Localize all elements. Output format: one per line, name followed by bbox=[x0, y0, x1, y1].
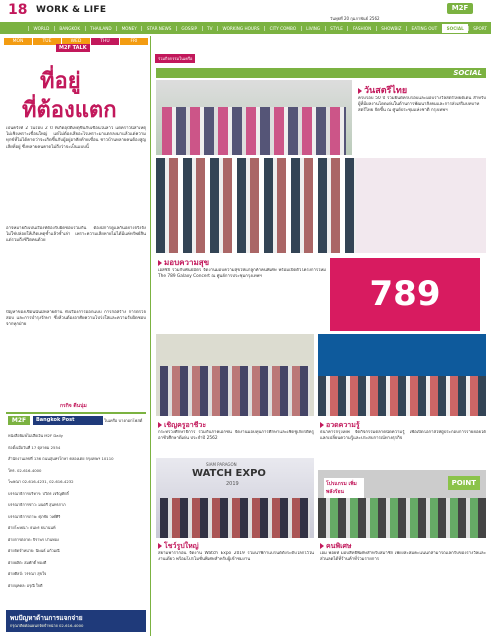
photo-mpoint bbox=[318, 470, 486, 538]
masthead-line: ก่อตั้งเมื่อวันที่ 17 ตุลาคม 2554 bbox=[8, 444, 61, 450]
photo-women-day bbox=[156, 80, 352, 155]
nav-item[interactable]: THAILAND bbox=[85, 26, 116, 31]
social-bar bbox=[156, 68, 486, 78]
nav-item[interactable]: SOCIAL bbox=[442, 24, 468, 33]
column-byline: กรกิจ ดีนนุ่ม bbox=[60, 403, 87, 409]
nav-item[interactable]: SPORT bbox=[468, 26, 491, 31]
day-tab[interactable]: WED bbox=[62, 38, 90, 45]
distribution-footer bbox=[6, 610, 146, 632]
story6-body: เอ็ม พอยท์ มอบสิทธิพิเศษสำหรับสมาชิก เพียงสะสมคะแนนก็สามารถแลกรับของรางวัลและส่วนลดได้ที่ร้านค้าที่ร่วมรายการ bbox=[320, 551, 486, 563]
masthead-line: บรรณาธิการบริหาร: ปวิตร เจริญศักดิ์ bbox=[8, 490, 69, 496]
story2-body: เอสซีจี ร่วมกับพันธมิตร จัดงานมอบความสุขให้แก่ลูกค้าคนพิเศษ พร้อมเปิดตัวโครงการใหม่ The 789 Galaxy Concert ณ ศูนย์การประชุมกรุงเทพฯ bbox=[158, 268, 326, 280]
masthead-line: ฝ่ายโฆษณา: ธนพร ธนานนท์ bbox=[8, 525, 56, 530]
social-label: SOCIAL bbox=[453, 69, 482, 77]
masthead-line: ฝ่ายศิลป์: วรรณา สุขใจ bbox=[8, 571, 47, 576]
bangkok-post-sub: ในเครือ บางกอกโพสต์ bbox=[104, 418, 143, 423]
story3-title: เชิญครูอาชีวะ bbox=[158, 420, 206, 431]
masthead-line: สำนักงานเลขที่ 136 ถนนสุนทรโกษา คลองเตย กรุงเทพฯ 10110 bbox=[8, 456, 114, 461]
nav-item[interactable]: STYLE bbox=[325, 26, 348, 31]
footer-sub: กรุณาติดต่อแผนกจัดจำหน่าย 02-616-4000 bbox=[10, 623, 84, 628]
masthead-line: โทร. 02-616-4000 bbox=[8, 467, 42, 473]
photo-vocational bbox=[156, 334, 314, 416]
watch-year: 2019 bbox=[226, 481, 239, 487]
m2f-logo: M2F bbox=[447, 3, 473, 14]
day-tab[interactable]: MON bbox=[4, 38, 32, 45]
nav-item[interactable]: STAR NEWS bbox=[141, 26, 176, 31]
masthead-line: โฆษณา 02-616-4231, 02-616-4232 bbox=[8, 479, 74, 484]
photo-watch-expo bbox=[156, 458, 314, 538]
nav-item[interactable]: FASHION bbox=[347, 26, 375, 31]
story6-title: คนพิเศษ bbox=[320, 541, 352, 552]
nav-item[interactable]: CITY COMBO bbox=[264, 26, 301, 31]
masthead-line: ฝ่ายผลิต: สมศักดิ์ ทองดี bbox=[8, 559, 47, 565]
day-tab[interactable]: FRI bbox=[120, 38, 148, 45]
story4-body: ธนาคารกรุงเทพ จัดกิจกรรมตลาดนัดความรู้ เพื่อเปิดโอกาสให้ผู้ประกอบการรายย่อยได้แลกเปลี่ยนความรู้และประสบการณ์ทางธุรกิจ bbox=[320, 430, 486, 442]
column-paragraph-3: ปัญหาของเขื่อนนั้นมีหลายด้าน ทั้งเรื่องการออกแบบ การก่อสร้าง การตรวจสอบ และการบำรุงรักษา ซึ่งล้วนต้องอาศัยความโปร่งใสและความรับผิดชอบจากทุกฝ่าย bbox=[6, 310, 146, 328]
social-tag: ร่วมกิจกรรมในเครือ bbox=[155, 54, 195, 63]
day-tab[interactable]: THU bbox=[91, 38, 119, 45]
masthead-line: หนังสือพิมพ์ไม่เสียเงิน M2F Daily bbox=[8, 433, 63, 438]
watch-brand: SIAM PARAGON bbox=[206, 462, 237, 467]
issue-date: วันพุธที่ 20 กุมภาพันธ์ 2562 bbox=[330, 16, 380, 21]
page-number: 18 bbox=[8, 2, 28, 18]
nav-item[interactable]: MONEY bbox=[116, 26, 141, 31]
column-title-line2: ที่ต้องแตก bbox=[22, 98, 117, 123]
mpoint-logo: POINT bbox=[448, 476, 480, 490]
nav-item[interactable]: LIVING bbox=[301, 26, 325, 31]
nav-item[interactable]: EATING OUT bbox=[406, 26, 442, 31]
bangkok-post-logo: Bangkok Post bbox=[33, 416, 103, 425]
talk-tag: M2F TALK bbox=[56, 44, 90, 52]
masthead-line: ฝ่ายการตลาด: จิราพร ปานทอง bbox=[8, 536, 59, 542]
column-paragraph-1: เป็นครั้งที่ 2 ในรอบ 2 ปี ที่เกิดอุบัติเหตุขึ้นกับเขื่อนในลาว แต่คราวนี้สาเหตุไม่เชิงเพราะเขื่อนใหญ่ แต่ไม่ต้องเสียอะไรเพราะมาแตกลงมาแล้วแต่ความทุกข์ที่ไม่ได้คาดว่าจะเกิดขึ้นกับผู้อยู่อาศัยท้ายเขื่อน ชาวบ้านหลายคนต้องสูญเสียที่อยู่ ซึ่งหลายคนคาดไม่ถึงว่าจะเป็นแบบนี้ bbox=[6, 126, 146, 150]
masthead-lines bbox=[8, 430, 144, 591]
story1-title: วันสตรีไทย bbox=[358, 83, 407, 97]
story5-body: สยามพารากอน จัดงาน Watch Expo 2019 รวมนาฬิกาแบรนด์ดังระดับโลกไว้ในงานเดียว พร้อมโปรโมชั่นพิเศษสำหรับผู้เข้าชมงาน bbox=[158, 551, 314, 563]
nav-item[interactable]: WORKING HOURS bbox=[217, 26, 264, 31]
story5-title: โชว์รูปใหญ่ bbox=[158, 541, 199, 552]
masthead-line: บรรณาธิการข่าว: มนตรี สุนทรภาภ bbox=[8, 502, 66, 507]
nav-item[interactable]: BANGKOK bbox=[54, 26, 85, 31]
nav-item[interactable]: WORLD bbox=[28, 26, 54, 31]
section-nav bbox=[0, 22, 491, 34]
photo-market bbox=[318, 334, 486, 416]
nav-item[interactable]: SHOWBIZ bbox=[376, 26, 406, 31]
column-title-line1: ที่อยู่ bbox=[40, 69, 81, 94]
story2-title: มอบความสุข bbox=[158, 256, 209, 269]
banner-789: 789 bbox=[330, 258, 480, 331]
nav-item[interactable]: TV bbox=[202, 26, 217, 31]
section-title: WORK & LIFE bbox=[36, 5, 107, 15]
story1-body: ครบรอบ 50 ปี ร่วมยินดีครบรอบและมอบรางวัลสตรีไทยดีเด่น สำหรับผู้ที่มีผลงานโดดเด่นในด้านการพัฒนาสังคมและการส่งเสริมบทบาทสตรีไทย จัดขึ้น ณ ศูนย์ประชุมแห่งชาติ กรุงเทพฯ bbox=[358, 96, 486, 114]
masthead-line: บรรณาธิการภาพ: ศุภชัย วงศ์ศิริ bbox=[8, 513, 61, 519]
masthead-line: ฝ่ายจัดจำหน่าย: นิพนธ์ แก้วมณี bbox=[8, 548, 60, 553]
column-divider bbox=[150, 36, 151, 636]
story4-title: อวดความรู้ bbox=[320, 420, 360, 431]
nav-item[interactable]: GOSSIP bbox=[176, 26, 202, 31]
day-tab[interactable]: TUE bbox=[33, 38, 61, 45]
masthead-line: ฝ่ายบุคคล: อรุณี ใจดี bbox=[8, 582, 43, 588]
watch-title: WATCH EXPO bbox=[192, 468, 266, 479]
column-paragraph-2: อาจหมายถึงเป็นเรื่องที่ต้องรับผิดชอบร่วมกัน ต้องมีการดูแลกันอย่างจริงจัง ไม่ใช่ปล่อยให้เกิดเหตุซ้ำแล้วซ้ำเล่า เพราะความเสียหายไม่ได้มีแค่ทรัพย์สิน แต่รวมถึงชีวิตคนด้วย bbox=[6, 226, 146, 244]
photo-scg bbox=[156, 158, 486, 253]
story3-body: กระทรวงศึกษาธิการ ร่วมกับภาคเอกชน จัดงานมอบทุนการศึกษาและเชิดชูเกียรติครูอาชีวศึกษาดีเด่น ประจำปี 2562 bbox=[158, 430, 314, 442]
footer-title: พบปัญหาด้านการแจกจ่าย bbox=[10, 614, 83, 622]
masthead-logo: M2F bbox=[8, 416, 30, 425]
promo-board: โปรแกรม เพิ่มพลังร้อน bbox=[324, 478, 364, 498]
